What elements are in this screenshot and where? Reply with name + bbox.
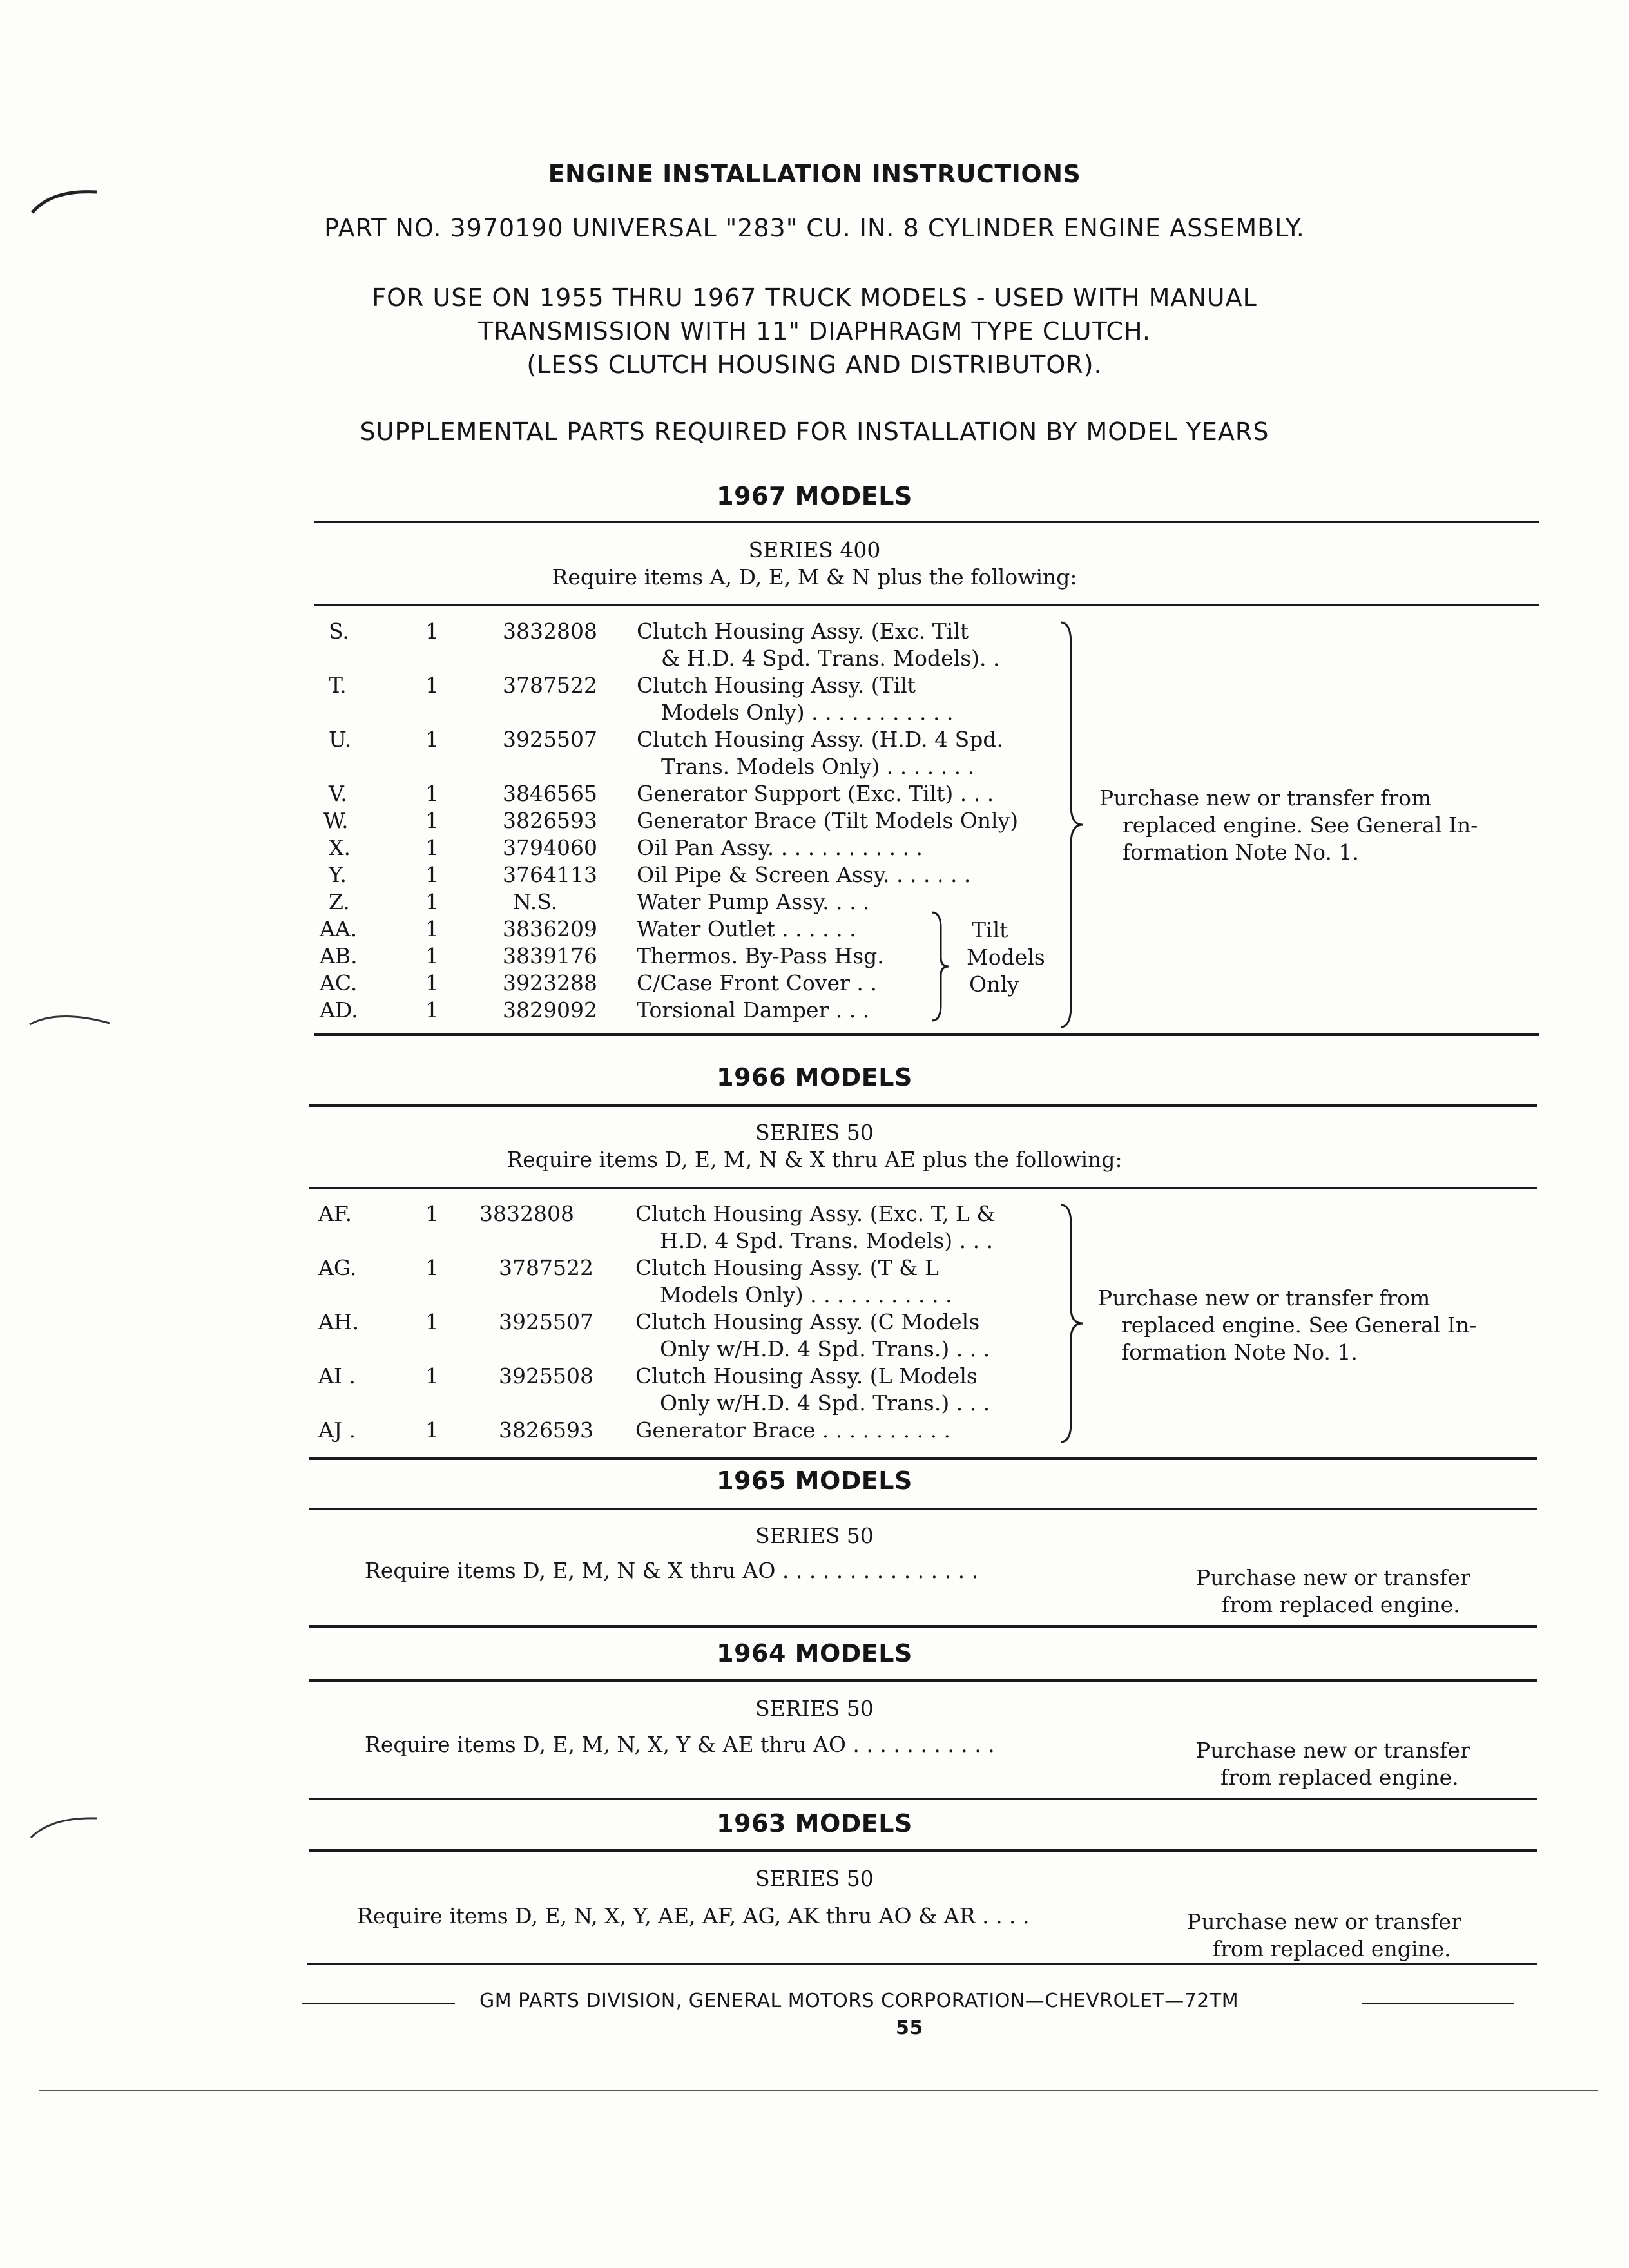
item-qty: 1 [425, 673, 439, 698]
section-heading-1967: 1967 MODELS [717, 482, 912, 510]
item-qty: 1 [425, 889, 439, 914]
scan-mark-icon [26, 180, 103, 219]
purchase-note-1965-line-2: from replaced engine. [1222, 1592, 1460, 1617]
item-description: Generator Brace (Tilt Models Only) [637, 808, 1019, 833]
item-qty: 1 [425, 943, 439, 968]
item-letter: AG. [318, 1255, 357, 1280]
item-part-number: 3826593 [503, 808, 597, 833]
item-part-number: 3829092 [503, 997, 597, 1023]
item-qty: 1 [425, 1309, 439, 1334]
rule-1967-top [314, 521, 1539, 523]
rule-1964-top [309, 1679, 1537, 1682]
item-description-cont: Only w/H.D. 4 Spd. Trans.) . . . [660, 1390, 990, 1416]
item-letter: AF. [318, 1201, 352, 1226]
item-letter: U. [329, 727, 352, 752]
part-number-line: PART NO. 3970190 UNIVERSAL "283" CU. IN. 8 CYLINDER ENGINE ASSEMBLY. [324, 214, 1305, 242]
page-title: ENGINE INSTALLATION INSTRUCTIONS [548, 160, 1081, 188]
series-1966: SERIES 50 [755, 1120, 874, 1145]
item-letter: AD. [320, 997, 358, 1023]
item-qty: 1 [425, 862, 439, 887]
purchase-note-1964-line-2: from replaced engine. [1220, 1765, 1459, 1790]
item-description-cont: H.D. 4 Spd. Trans. Models) . . . [660, 1228, 994, 1253]
item-qty: 1 [425, 727, 439, 752]
section-heading-1963: 1963 MODELS [717, 1809, 912, 1838]
footer-text: GM PARTS DIVISION, GENERAL MOTORS CORPORATION—CHEVROLET—72TM [479, 1990, 1239, 2012]
require-1963: Require items D, E, N, X, Y, AE, AF, AG, AK thru AO & AR . . . . [357, 1903, 1030, 1928]
item-part-number: 3826593 [499, 1418, 593, 1443]
scan-mark-icon [26, 1804, 103, 1843]
item-description: Clutch Housing Assy. (Tilt [637, 673, 916, 698]
item-description: Clutch Housing Assy. (Exc. T, L & [635, 1201, 996, 1226]
item-part-number: 3787522 [499, 1255, 593, 1280]
require-1964: Require items D, E, M, N, X, Y & AE thru AO . . . . . . . . . . . [365, 1732, 995, 1757]
item-description: Water Pump Assy. . . . [637, 889, 870, 914]
section-heading-1966: 1966 MODELS [717, 1063, 912, 1091]
purchase-note-1965-line-1: Purchase new or transfer [1196, 1565, 1470, 1590]
item-qty: 1 [425, 808, 439, 833]
rule-1964-bottom [309, 1798, 1537, 1800]
item-qty: 1 [425, 1418, 439, 1443]
group-brace-icon [1057, 619, 1088, 1031]
item-description-cont: Trans. Models Only) . . . . . . . [661, 754, 975, 779]
use-line-2: TRANSMISSION WITH 11" DIAPHRAGM TYPE CLUTCH. [477, 317, 1152, 345]
purchase-note-1966-line-1: Purchase new or transfer from [1098, 1285, 1431, 1311]
rule-1966-bottom [309, 1457, 1537, 1460]
rule-1967-mid [314, 604, 1539, 606]
item-part-number: 3832808 [479, 1201, 574, 1226]
item-part-number: 3846565 [503, 781, 597, 806]
rule-1966-mid [309, 1187, 1537, 1189]
item-qty: 1 [425, 1201, 439, 1226]
purchase-note-1967-line-3: formation Note No. 1. [1123, 840, 1359, 865]
series-1967: SERIES 400 [748, 537, 881, 562]
tilt-note-2: Models [967, 945, 1045, 970]
item-description: Generator Brace . . . . . . . . . . [635, 1418, 951, 1443]
series-1965: SERIES 50 [755, 1523, 874, 1548]
use-line-1: FOR USE ON 1955 THRU 1967 TRUCK MODELS - USED WITH MANUAL [372, 284, 1257, 312]
purchase-note-1964-line-1: Purchase new or transfer [1196, 1738, 1470, 1763]
purchase-note-1967-line-1: Purchase new or transfer from [1099, 785, 1432, 811]
item-letter: W. [323, 808, 349, 833]
item-part-number: 3923288 [503, 970, 597, 995]
purchase-note-1966-line-2: replaced engine. See General In- [1121, 1312, 1477, 1338]
item-letter: AC. [320, 970, 358, 995]
item-qty: 1 [425, 619, 439, 644]
item-part-number: 3794060 [503, 835, 597, 860]
purchase-note-1963-line-2: from replaced engine. [1213, 1936, 1451, 1961]
item-letter: X. [329, 835, 351, 860]
item-letter: Y. [329, 862, 347, 887]
item-letter: AB. [320, 943, 358, 968]
item-description: C/Case Front Cover . . [637, 970, 877, 995]
rule-1965-bottom [309, 1625, 1537, 1628]
item-qty: 1 [425, 781, 439, 806]
item-description: Clutch Housing Assy. (T & L [635, 1255, 939, 1280]
tilt-brace-icon [928, 908, 954, 1024]
item-part-number: 3925508 [499, 1363, 593, 1389]
section-heading-1965: 1965 MODELS [717, 1466, 912, 1495]
scan-mark-icon [26, 1005, 116, 1037]
item-description: Generator Support (Exc. Tilt) . . . [637, 781, 994, 806]
rule-1966-top [309, 1104, 1537, 1107]
item-description: Oil Pipe & Screen Assy. . . . . . . [637, 862, 971, 887]
rule-1965-top [309, 1508, 1537, 1510]
item-letter: S. [329, 619, 349, 644]
item-letter: V. [329, 781, 347, 806]
item-qty: 1 [425, 1363, 439, 1389]
require-1965: Require items D, E, M, N & X thru AO . . . . . . . . . . . . . . . [365, 1558, 979, 1583]
item-letter: AA. [320, 916, 358, 941]
item-part-number: 3836209 [503, 916, 597, 941]
section-heading-1964: 1964 MODELS [717, 1639, 912, 1667]
purchase-note-1966-line-3: formation Note No. 1. [1121, 1340, 1358, 1365]
item-letter: T. [329, 673, 347, 698]
require-1966: Require items D, E, M, N & X thru AE plus the following: [506, 1147, 1123, 1172]
item-part-number: N.S. [513, 889, 558, 914]
rule-1963-top [309, 1849, 1537, 1852]
rule-1967-bottom [314, 1033, 1539, 1036]
item-description: Clutch Housing Assy. (H.D. 4 Spd. [637, 727, 1003, 752]
item-qty: 1 [425, 835, 439, 860]
item-part-number: 3839176 [503, 943, 597, 968]
item-letter: Z. [329, 889, 350, 914]
item-description: Clutch Housing Assy. (C Models [635, 1309, 980, 1334]
item-description: Oil Pan Assy. . . . . . . . . . . . [637, 835, 923, 860]
item-part-number: 3764113 [503, 862, 597, 887]
item-letter: AH. [318, 1309, 360, 1334]
item-qty: 1 [425, 916, 439, 941]
group-brace-icon [1057, 1201, 1088, 1446]
page-number: 55 [896, 2017, 923, 2039]
series-1964: SERIES 50 [755, 1696, 874, 1721]
item-description: Thermos. By-Pass Hsg. [637, 943, 884, 968]
item-qty: 1 [425, 970, 439, 995]
item-description: Water Outlet . . . . . . [637, 916, 856, 941]
require-1967: Require items A, D, E, M & N plus the following: [552, 564, 1077, 590]
series-1963: SERIES 50 [755, 1866, 874, 1891]
item-description-cont: Only w/H.D. 4 Spd. Trans.) . . . [660, 1336, 990, 1361]
use-line-3: (LESS CLUTCH HOUSING AND DISTRIBUTOR). [526, 351, 1103, 379]
item-description: Torsional Damper . . . [637, 997, 870, 1023]
item-description-cont: & H.D. 4 Spd. Trans. Models). . [661, 646, 1000, 671]
item-description: Clutch Housing Assy. (Exc. Tilt [637, 619, 969, 644]
scan-edge-line [39, 2090, 1598, 2091]
purchase-note-1963-line-1: Purchase new or transfer [1187, 1909, 1461, 1934]
rule-1963-bottom [307, 1963, 1537, 1965]
item-part-number: 3787522 [503, 673, 597, 698]
supplemental-heading: SUPPLEMENTAL PARTS REQUIRED FOR INSTALLATION BY MODEL YEARS [360, 418, 1269, 446]
item-qty: 1 [425, 1255, 439, 1280]
tilt-note-3: Only [969, 972, 1019, 997]
footer-rule-left [302, 2003, 455, 2004]
item-description: Clutch Housing Assy. (L Models [635, 1363, 978, 1389]
item-description-cont: Models Only) . . . . . . . . . . . [660, 1282, 952, 1307]
item-letter: AI . [318, 1363, 356, 1389]
item-part-number: 3925507 [499, 1309, 593, 1334]
item-letter: AJ . [318, 1418, 356, 1443]
purchase-note-1967-line-2: replaced engine. See General In- [1123, 812, 1478, 838]
item-part-number: 3832808 [503, 619, 597, 644]
footer-rule-right [1362, 2003, 1514, 2004]
item-part-number: 3925507 [503, 727, 597, 752]
item-qty: 1 [425, 997, 439, 1023]
tilt-note-1: Tilt [972, 918, 1008, 943]
item-description-cont: Models Only) . . . . . . . . . . . [661, 700, 954, 725]
